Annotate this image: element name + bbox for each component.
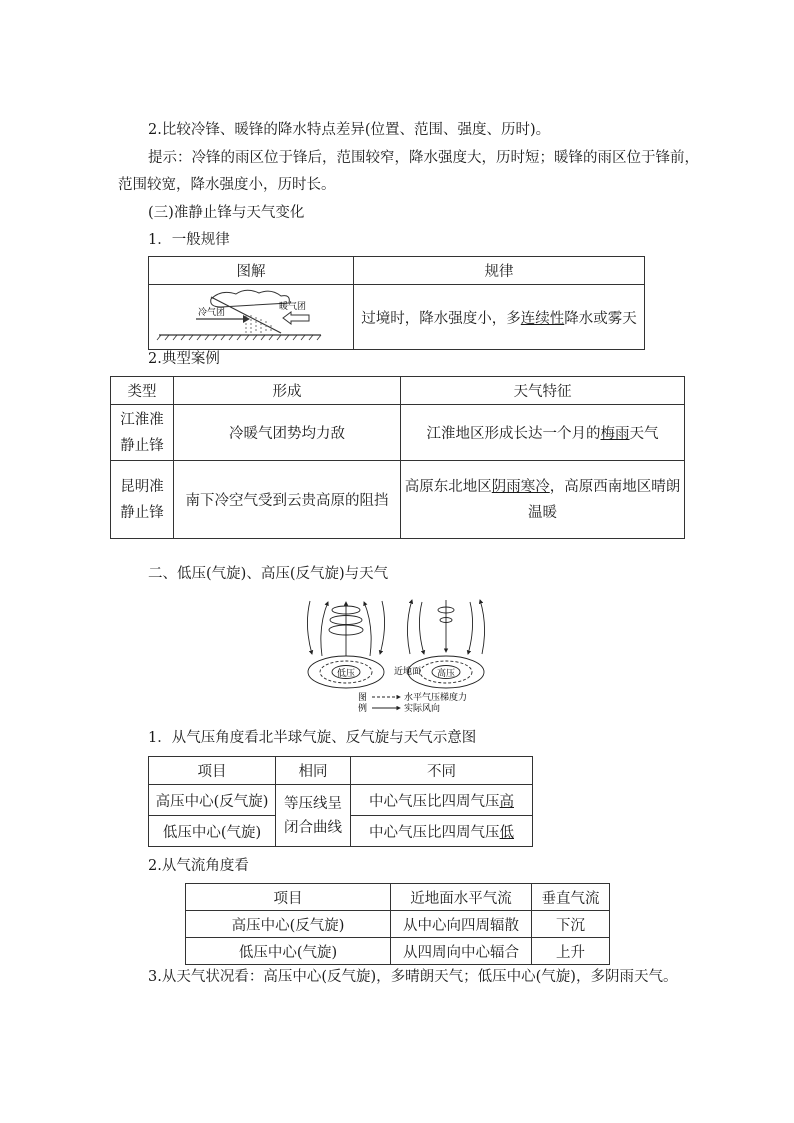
- header-weather: 天气特征: [401, 377, 685, 405]
- cyclone-anticyclone-diagram: [300, 596, 500, 716]
- same-line-1: 等压线呈: [284, 795, 342, 812]
- case-weather-jianghuai: [401, 405, 685, 461]
- stationary-front-diagram: [151, 285, 351, 345]
- low-pressure-label: 低压: [337, 669, 356, 679]
- header-different: 不同: [351, 757, 533, 785]
- weather-underlined: 梅雨: [600, 426, 630, 442]
- same-line-2: 闭合曲线: [284, 819, 342, 836]
- header-horizontal: 近地面水平气流: [391, 884, 532, 911]
- airflow-vertical-high: 下沉: [532, 911, 610, 938]
- airflow-horizontal-low: 从四周向中心辐合: [391, 938, 532, 965]
- header-rule: 规律: [354, 257, 645, 285]
- case-formation-kunming: 南下冷空气受到云贵高原的阻挡: [174, 461, 401, 539]
- high-pressure-label: 高压: [437, 669, 456, 679]
- diff-high-pressure: [351, 785, 533, 816]
- legend-wind-label: 实际风向: [404, 704, 441, 714]
- warm-air-label: 暖气团: [279, 302, 307, 312]
- header-item: 项目: [149, 757, 276, 785]
- legend-title-2: 例: [358, 704, 368, 714]
- airflow-item-high: 高压中心(反气旋): [186, 911, 391, 938]
- header-same: 相同: [276, 757, 351, 785]
- legend-title-1: 图: [358, 693, 368, 703]
- weather-text-line2: 温暖: [528, 504, 557, 521]
- question-line: 2.比较冷锋、暖锋的降水特点差异(位置、范围、强度、历时)。: [148, 122, 551, 138]
- legend-pgf-label: 水平气压梯度力: [404, 693, 468, 703]
- weather-conditions-line: 3.从天气状况看：高压中心(反气旋)，多晴朗天气；低压中心(气旋)，多阴雨天气。: [148, 969, 678, 985]
- front-diagram-cell: [149, 285, 354, 350]
- case-type-kunming: [111, 461, 174, 539]
- hint-line-2: 范围较宽，降水强度小，历时长。: [118, 177, 336, 193]
- typical-cases-table: [110, 376, 685, 539]
- subheading-pressure-view: 1．从气压角度看北半球气旋、反气旋与天气示意图: [148, 730, 477, 746]
- weather-text: 江淮地区形成长达一个月的: [426, 426, 601, 442]
- airflow-table: [185, 883, 610, 965]
- case-formation-jianghuai: 冷暖气团势均力敌: [174, 405, 401, 461]
- header-diagram: 图解: [149, 257, 354, 285]
- case-type-line: 静止锋: [120, 437, 164, 454]
- diff-low-pressure: [351, 816, 533, 847]
- hint-line-1: 提示：冷锋的雨区位于锋后，范围较窄，降水强度大，历时短；暖锋的雨区位于锋前，: [148, 150, 699, 166]
- rule-text-after: 降水或雾天: [564, 310, 637, 327]
- same-cell: [276, 785, 351, 847]
- subheading-general-rule: 1．一般规律: [148, 232, 230, 248]
- airflow-horizontal-high: 从中心向四周辐散: [391, 911, 532, 938]
- subheading-typical-cases: 2.典型案例: [148, 351, 220, 367]
- rule-cell: [354, 285, 645, 350]
- rule-text-underlined: 连续性: [520, 310, 565, 327]
- subheading-airflow-view: 2.从气流角度看: [148, 858, 249, 874]
- section-title-cyclone: 二、低压(气旋)、高压(反气旋)与天气: [148, 566, 389, 582]
- case-type-line: 江淮准: [120, 411, 164, 428]
- item-high-pressure: 高压中心(反气旋): [149, 785, 276, 816]
- weather-underlined: 阴雨寒冷: [491, 478, 550, 495]
- diff-text: 中心气压比四周气压: [369, 824, 500, 841]
- weather-text: 天气: [629, 426, 659, 442]
- general-rule-table: [148, 256, 645, 350]
- section-title-stationary-front: (三)准静止锋与天气变化: [148, 205, 305, 221]
- header-item: 项目: [186, 884, 391, 911]
- case-type-line: 静止锋: [120, 504, 164, 521]
- diff-underlined: 高: [499, 793, 514, 810]
- case-weather-kunming: [401, 461, 685, 539]
- header-vertical: 垂直气流: [532, 884, 610, 911]
- diff-underlined: 低: [499, 824, 514, 841]
- weather-text: ，高原西南地区晴朗: [549, 478, 681, 495]
- header-type: 类型: [111, 377, 174, 405]
- cold-air-label: 冷气团: [198, 308, 226, 318]
- airflow-item-low: 低压中心(气旋): [186, 938, 391, 965]
- case-type-jianghuai: [111, 405, 174, 461]
- airflow-vertical-low: 上升: [532, 938, 610, 965]
- item-low-pressure: 低压中心(气旋): [149, 816, 276, 847]
- rule-text-before: 过境时，降水强度小，多: [361, 310, 521, 327]
- weather-text: 高原东北地区: [404, 478, 492, 495]
- header-formation: 形成: [174, 377, 401, 405]
- surface-label: 近地面: [394, 667, 422, 677]
- pressure-comparison-table: [148, 756, 533, 847]
- case-type-line: 昆明准: [120, 478, 164, 495]
- diff-text: 中心气压比四周气压: [369, 793, 500, 810]
